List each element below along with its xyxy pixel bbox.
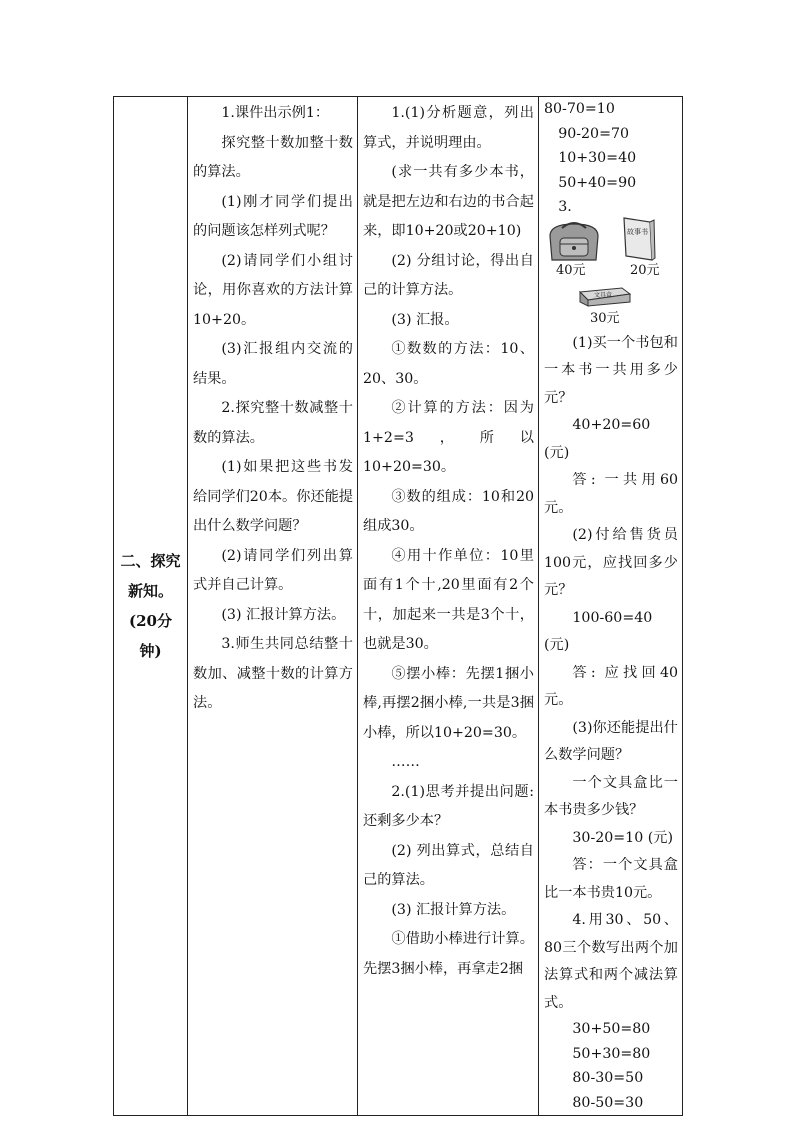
exercise-line: 30-20=10 (元) — [572, 829, 673, 846]
stage-label: 二、探究新知。(20分钟) — [120, 552, 181, 660]
teacher-line: (2)请同学们列出算式并自己计算。 — [193, 547, 353, 593]
exercise-line: (2)付给售货员100元，应找回多少元？ — [544, 527, 678, 598]
exercise-line: 答: 一共用60元。 — [544, 472, 678, 516]
student-line: 2.(1)思考并提出问题:还剩多少本？ — [363, 783, 534, 829]
items-illustration — [544, 220, 678, 280]
exercise-line: 一个文具盒比一本书贵多少钱？ — [544, 774, 678, 818]
teacher-line: (3) 汇报计算方法。 — [221, 606, 346, 623]
exercise-cell — [539, 97, 683, 1116]
teacher-line: 2.探究整十数减整十数的算法。 — [193, 400, 353, 446]
student-line: ②计算的方法：因为1+2=3，所以10+20=30。 — [363, 400, 534, 475]
table-row — [114, 97, 683, 1116]
equation: 10+30=40 — [558, 150, 637, 166]
teacher-line: (1)如果把这些书发给同学们20本。你还能提出什么数学问题？ — [193, 459, 353, 534]
teacher-line: (2)请同学们小组讨论，用你喜欢的方法计算10+20。 — [193, 252, 353, 328]
teacher-line: 1.课件出示例1： — [221, 105, 330, 121]
equation: 80-30=50 — [572, 1070, 644, 1086]
student-line: ①数数的方法：10、20、30。 — [363, 341, 534, 387]
equation: 90-20=70 — [558, 125, 630, 142]
student-line: (求一共有多少本书，就是把左边和右边的书合起来，即10+20或20+10) — [363, 164, 534, 239]
exercise-line: (1)买一个书包和一本书一共用多少元？ — [544, 334, 678, 406]
student-line: (3) 汇报计算方法。 — [391, 901, 516, 918]
storybook-icon — [620, 216, 656, 262]
student-line: (2) 列出算式，总结自己的算法。 — [363, 842, 534, 888]
exercise-line: 100-60=40 (元) — [544, 609, 653, 653]
equation: 50+40=90 — [558, 174, 637, 191]
exercise-line: 答: 应找回40元。 — [544, 664, 678, 708]
pencil-box-illustration — [544, 280, 678, 330]
student-line: (3) 汇报。 — [391, 311, 459, 328]
student-line: (2) 分组讨论，得出自己的计算方法。 — [363, 252, 534, 298]
equation: 30+50=80 — [572, 1021, 651, 1037]
teacher-activity-cell — [188, 97, 358, 1116]
student-line: ③数的组成：10和20组成30。 — [363, 488, 534, 534]
box-price: 30元 — [590, 310, 620, 326]
student-line: ⑤摆小棒：先摆1捆小棒,再摆2捆小棒,一共是3捆小棒，所以10+20=30。 — [363, 665, 534, 741]
teacher-line: 3.师生共同总结整十数加、减整十数的计算方法。 — [193, 636, 353, 711]
exercise-line: 4.用30、50、80三个数写出两个加法算式和两个减法算式。 — [544, 912, 678, 1011]
exercise-line: 40+20=60 (元) — [544, 417, 651, 461]
teacher-line: (1)刚才同学们提出的问题该怎样列式呢？ — [193, 193, 353, 239]
equation: 80-70=10 — [544, 101, 615, 117]
box-label: 文具盒 — [594, 291, 613, 299]
exercise-line: 答：一个文具盒比一本书贵10元。 — [544, 857, 678, 901]
exercise-line: (3)你还能提出什么数学问题？ — [544, 719, 678, 763]
student-line: ④用十作单位：10里面有1个十,20里面有2个十，加起来一共是3个十，也就是30。 — [363, 547, 534, 652]
equation: 80-50=30 — [572, 1094, 644, 1111]
teacher-line: (3)汇报组内交流的结果。 — [193, 341, 353, 387]
book-price: 20元 — [630, 262, 660, 278]
student-line: ①借助小棒进行计算。先摆3捆小棒，再拿走2捆 — [363, 931, 534, 977]
student-line: 1.(1)分析题意，列出算式，并说明理由。 — [363, 105, 534, 151]
student-line: …… — [391, 754, 420, 770]
teacher-line: 探究整十数加整十数的算法。 — [193, 134, 353, 180]
bag-price: 40元 — [556, 262, 586, 278]
student-activity-cell — [358, 97, 539, 1116]
pencil-box-icon — [578, 284, 632, 308]
equation: 50+30=80 — [572, 1045, 651, 1062]
book-cover-text: 故事书 — [627, 227, 648, 236]
stage-cell — [114, 97, 188, 1116]
question-number: 3. — [558, 199, 572, 215]
lesson-plan-table — [113, 96, 683, 1116]
schoolbag-icon — [544, 220, 604, 262]
